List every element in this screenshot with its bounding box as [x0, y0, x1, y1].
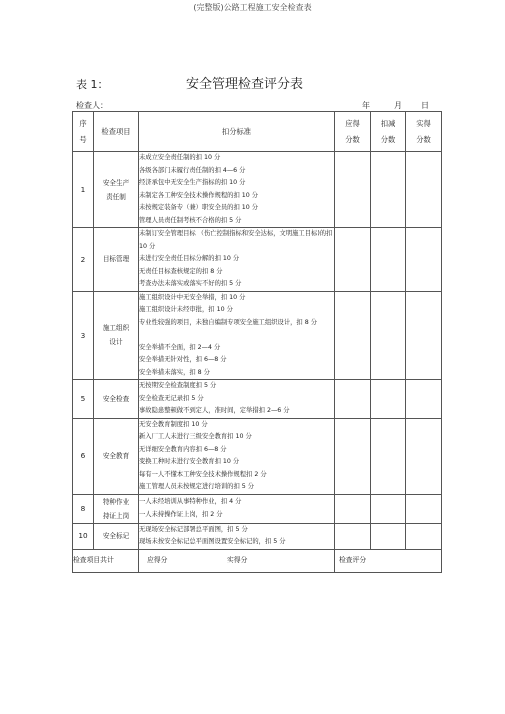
rule-line: 管理人员责任制考核不合格的扣 5 分 [139, 216, 242, 224]
row-number: 2 [73, 228, 94, 292]
page-title: 安全管理检查评分表 [186, 77, 304, 92]
rule-line: 一人未持操作证上岗，扣 2 分 [139, 510, 223, 518]
table-row [73, 228, 442, 292]
inspector-label: 检查人： [76, 101, 108, 110]
deduct-score-cell[interactable] [371, 380, 406, 419]
rule-line: 未制定各工种安全技术操作规程的扣 10 分 [139, 191, 259, 199]
row-item: 目标管理 [94, 228, 139, 292]
rule-line: 未进行安全责任目标分解的扣 10 分 [139, 255, 240, 262]
table-row [73, 523, 442, 549]
row-item: 安全生产 责任制 [94, 152, 139, 228]
rule-line: 新入厂工人未进行三级安全教育扣 10 分 [139, 433, 252, 440]
rule-line: 经济承包中无安全生产指标的扣 10 分 [139, 179, 246, 186]
rule-line: 一人未经培训从事特种作业，扣 4 分 [139, 498, 242, 505]
rule-line: 安全举措不全面，扣 2—4 分 [139, 343, 221, 351]
rule-line: 安全举措无针对性，扣 6—8 分 [139, 356, 227, 363]
rule-line: 无责任目标查核规定的扣 8 分 [139, 267, 223, 275]
row-rules [139, 291, 335, 380]
rule-line: 无现场安全标记部署总平面图，扣 5 分 [139, 525, 248, 533]
row-rules [139, 418, 335, 494]
actual-score-cell[interactable] [406, 523, 442, 549]
actual-score-label: 实得分 [227, 556, 248, 565]
row-rules [139, 523, 335, 549]
rule-line: 施工管理人员未按规定进行培训的扣 5 分 [139, 483, 255, 490]
row-number: 8 [73, 494, 94, 523]
table-row [73, 418, 442, 494]
row-item: 施工组织 设计 [94, 291, 139, 380]
header-item: 检查项目 [94, 112, 139, 152]
deduct-score-cell[interactable] [371, 152, 406, 228]
total-label: 检查项目共计 [73, 549, 139, 572]
rule-line: 安全检查无记录扣 5 分 [139, 394, 204, 402]
actual-score-cell[interactable] [406, 494, 442, 523]
deduct-score-cell[interactable] [371, 291, 406, 380]
actual-score-cell[interactable] [406, 152, 442, 228]
rule-line: 安全举措未落实，扣 8 分 [139, 368, 210, 376]
rule-line: 事故隐患整顿做不到定人，准时间，定举措扣 2—6 分 [139, 407, 290, 414]
header-rules: 扣分标准 [139, 112, 335, 152]
row-item: 安全检查 [94, 380, 139, 419]
deduct-score-cell[interactable] [371, 228, 406, 292]
summary-scores [139, 549, 335, 572]
header-seq: 序 号 [73, 112, 94, 152]
rule-line: 现场未按安全标记总平面图设置安全标记的，扣 5 分 [139, 538, 286, 545]
row-item: 特种作业 持证上岗 [94, 494, 139, 523]
actual-score-cell[interactable] [406, 291, 442, 380]
due-score-cell[interactable] [335, 152, 371, 228]
rule-line: 变换工种时未进行安全教育扣 10 分 [139, 458, 240, 465]
row-rules [139, 152, 335, 228]
row-rules [139, 228, 335, 292]
rule-line: 未成立安全责任制的扣 10 分 [139, 154, 221, 161]
header-actual-score: 实得 分数 [406, 112, 442, 152]
actual-score-cell[interactable] [406, 228, 442, 292]
form-number-label: 表 1： [76, 78, 109, 91]
actual-score-cell[interactable] [406, 380, 442, 419]
summary-row [73, 549, 442, 572]
inspection-score-label: 检查评分 [335, 549, 442, 572]
actual-score-cell[interactable] [406, 418, 442, 494]
due-score-cell[interactable] [335, 418, 371, 494]
rule-line: 未按规定装备专（兼）职安全员的扣 10 分 [139, 204, 259, 211]
header-due-score: 应得 分数 [335, 112, 371, 152]
rule-line: 施工组织设计未经审批，扣 10 分 [139, 306, 233, 313]
row-item: 安全教育 [94, 418, 139, 494]
rule-line: 考查办法未落实或落实不好的扣 5 分 [139, 280, 242, 287]
table-row [73, 291, 442, 380]
table-row [73, 152, 442, 228]
due-score-label: 应得分 [147, 556, 168, 565]
due-score-cell[interactable] [335, 228, 371, 292]
row-rules [139, 494, 335, 523]
row-number: 5 [73, 380, 94, 419]
deduct-score-cell[interactable] [371, 523, 406, 549]
rule-line: 未制订安全管理目标 （伤亡控制指标和安全达标，文明施工目标)的扣 10 分 [139, 230, 333, 250]
score-table [72, 111, 442, 573]
deduct-score-cell[interactable] [371, 494, 406, 523]
header-deduct-score: 扣减 分数 [371, 112, 406, 152]
row-rules [139, 380, 335, 419]
rule-line: 无详细安全教育内容扣 6—8 分 [139, 445, 227, 453]
date-month-label: 月 [394, 101, 402, 110]
table-row [73, 380, 442, 419]
date-day-label: 日 [421, 101, 429, 110]
row-item: 安全标记 [94, 523, 139, 549]
row-number: 10 [73, 523, 94, 549]
rule-line: 各级各部门未履行责任制的扣 4—6 分 [139, 166, 246, 174]
due-score-cell[interactable] [335, 523, 371, 549]
row-number: 1 [73, 152, 94, 228]
due-score-cell[interactable] [335, 380, 371, 419]
date-year-label: 年 [362, 101, 370, 110]
due-score-cell[interactable] [335, 494, 371, 523]
document-header: (完整版)公路工程施工安全检查表 [193, 3, 312, 12]
deduct-score-cell[interactable] [371, 418, 406, 494]
rule-line: 无安全教育制度扣 10 分 [139, 420, 208, 428]
row-number: 6 [73, 418, 94, 494]
rule-line: 专业性较强的项目，未独自编制专项安全施工组织设计，扣 8 分 [139, 318, 318, 326]
due-score-cell[interactable] [335, 291, 371, 380]
rule-line: 无按期安全检查制度扣 5 分 [139, 382, 217, 389]
row-number: 3 [73, 291, 94, 380]
rule-line: 施工组织设计中无安全举措，扣 10 分 [139, 293, 246, 301]
table-row [73, 494, 442, 523]
rule-line: 每有一人不懂本工种安全技术操作规程扣 2 分 [139, 470, 267, 478]
